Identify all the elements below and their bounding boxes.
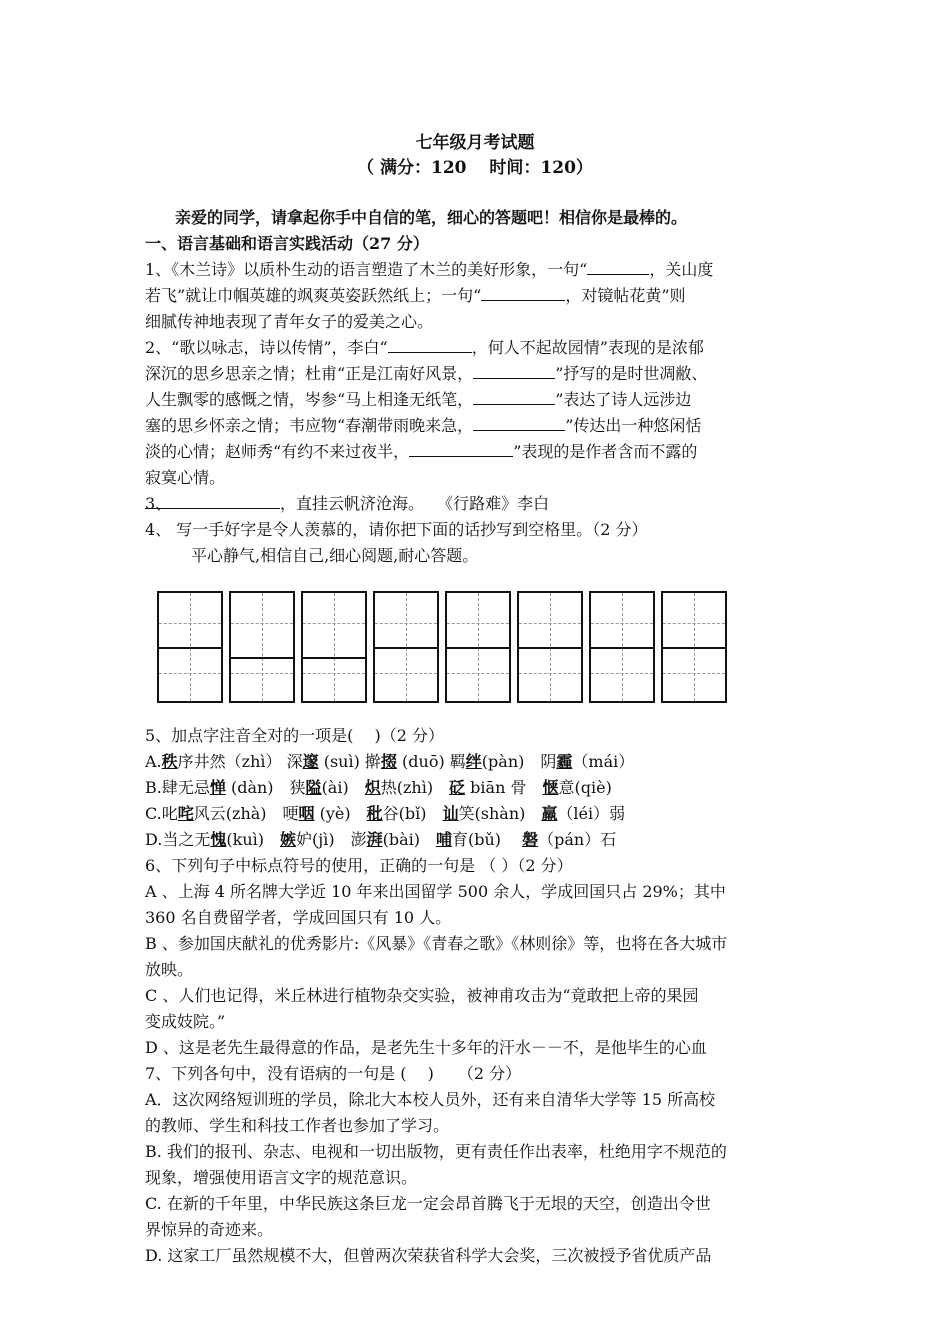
question-6-stem: 6、下列句子中标点符号的使用，正确的一句是 （ ）（2 分） <box>145 856 573 875</box>
dotted-char: 炽 <box>364 778 381 797</box>
question-3-line <box>145 491 810 517</box>
text: 若飞”就让巾帼英雄的飒爽英姿跃然纸上；一句“ <box>145 286 482 305</box>
text: （léi）弱 <box>557 804 626 823</box>
option-c: C. 在新的千年里，中华民族这条巨龙一定会昂首腾飞于无垠的天空，创造出令世 <box>145 1194 711 1213</box>
option-a-cont: 360 名自费留学者，学成回国只有 10 人。 <box>145 908 452 927</box>
text: D.当之无 <box>145 830 211 849</box>
score-time-info: （ 满分：120 时间：120） <box>357 158 593 178</box>
dotted-char: 羸 <box>541 804 558 823</box>
question-2-line <box>145 439 810 465</box>
text: 淡的心情；赵师秀“有约不来过夜半， <box>145 442 410 461</box>
writing-cell[interactable] <box>301 591 367 703</box>
writing-cell[interactable] <box>445 591 511 703</box>
option-b <box>145 775 810 801</box>
text: ，关山度 <box>649 260 714 279</box>
writing-cell[interactable] <box>589 591 655 703</box>
question-4-line: 4、 写一手好字是令人羡慕的，请你把下面的话抄写到空格里。（2 分） <box>145 520 648 539</box>
dotted-char: 湃 <box>366 830 383 849</box>
text: (dàn) 狭 <box>225 778 306 797</box>
dotted-char: 霾 <box>556 752 573 771</box>
text: （mái） <box>572 752 635 771</box>
question-1-line: 细腻传神地表现了青年女子的爱美之心。 <box>145 312 434 331</box>
dotted-char: 掇 <box>380 752 397 771</box>
dotted-char: 咽 <box>298 804 315 823</box>
text: ”表达了诗人远涉边 <box>555 390 692 409</box>
question-2-line <box>145 335 810 361</box>
text: ，直挂云帆济沧海。 《行路难》李白 <box>280 494 550 513</box>
option-d: D 、这是老先生最得意的作品，是老先生十多年的汗水－－不，是他毕生的心血 <box>145 1038 707 1057</box>
copy-sentence: 平心静气,相信自己,细心阅题,耐心答题。 <box>191 546 479 565</box>
dotted-char: 惬 <box>542 778 559 797</box>
answer-blank[interactable] <box>473 387 555 405</box>
text: 育(bǔ) <box>452 830 523 849</box>
option-a: A．这次网络短训班的学员，除北大本校人员外，还有来自清华大学等 15 所高校 <box>145 1090 716 1109</box>
dotted-char: 咤 <box>177 804 194 823</box>
question-7-stem: 7、下列各句中，没有语病的一句是 ( ) （2 分） <box>145 1064 522 1083</box>
text: (bài) <box>382 830 436 849</box>
text: 人生飘零的感慨之情，岑参“马上相逢无纸笔， <box>145 390 474 409</box>
text: C.叱 <box>145 804 178 823</box>
page-title: 七年级月考试题 <box>415 133 535 153</box>
text: （pán）石 <box>538 830 617 849</box>
option-d <box>145 827 810 853</box>
text: B.肆无忌 <box>145 778 210 797</box>
answer-blank[interactable] <box>388 335 472 353</box>
dotted-char: 愧 <box>210 830 227 849</box>
answer-blank[interactable] <box>409 439 513 457</box>
question-1-line <box>145 283 810 309</box>
question-number: 3、 <box>145 494 172 513</box>
option-b: B. 我们的报刊、杂志、电视和一切出版物，更有责任作出表率，杜绝用字不规范的 <box>145 1142 727 1161</box>
writing-cell[interactable] <box>157 591 223 703</box>
text: 序井然（zhì） 深 <box>177 752 303 771</box>
dotted-char: 邃 <box>302 752 319 771</box>
text: (duō) 羁 <box>396 752 466 771</box>
option-b-cont: 放映。 <box>145 960 194 979</box>
dotted-char: 惮 <box>209 778 226 797</box>
writing-cell[interactable] <box>373 591 439 703</box>
text: 1、《木兰诗》以质朴生动的语言塑造了木兰的美好形象，一句“ <box>145 260 588 279</box>
text: 笑(shàn) <box>458 804 542 823</box>
text: ，何人不起故园情”表现的是浓郁 <box>471 338 704 357</box>
dotted-char: 秩 <box>161 752 178 771</box>
question-2-line <box>145 387 810 413</box>
dotted-char: 嫉 <box>279 830 296 849</box>
option-a: A 、上海 4 所名牌大学近 10 年来出国留学 500 余人，学成回国只占 29%；其中 <box>145 882 726 901</box>
answer-blank[interactable] <box>473 413 565 431</box>
text: ”传达出一种悠闲恬 <box>565 416 702 435</box>
text: biān 骨 <box>465 778 543 797</box>
text: 塞的思乡怀亲之情；韦应物“春潮带雨晚来急， <box>145 416 474 435</box>
option-b-cont: 现象，增强使用语言文字的规范意识。 <box>145 1168 418 1187</box>
greeting: 亲爱的同学，请拿起你手中自信的笔，细心的答题吧！相信你是最棒的。 <box>175 208 688 227</box>
question-1-line <box>145 257 810 283</box>
option-c-cont: 界惊异的奇迹来。 <box>145 1220 274 1239</box>
text: 意(qiè) <box>558 778 612 797</box>
exam-content <box>145 205 810 1269</box>
text: ”抒写的是时世凋敝、 <box>555 364 708 383</box>
option-c: C 、人们也记得，米丘林进行植物杂交实验，被神甫攻击为“竟敢把上帝的果园 <box>145 986 699 1005</box>
dotted-char: 隘 <box>305 778 322 797</box>
writing-grid <box>145 573 810 723</box>
option-c-cont: 变成妓院。” <box>145 1012 226 1031</box>
question-2-line: 寂寞心情。 <box>145 468 226 487</box>
question-5-stem: 5、加点字注音全对的一项是( )（2 分） <box>145 726 445 745</box>
option-c <box>145 801 810 827</box>
dotted-char: 秕 <box>366 804 383 823</box>
writing-cell[interactable] <box>661 591 727 703</box>
text: (ài) <box>321 778 365 797</box>
text: (yè) <box>314 804 367 823</box>
option-d: D. 这家工厂虽然规模不大，但曾两次荣获省科学大会奖，三次被授予省优质产品 <box>145 1246 712 1265</box>
text: 深沉的思乡思亲之情；杜甫“正是江南好风景， <box>145 364 474 383</box>
text: 妒(jì) 澎 <box>296 830 367 849</box>
writing-cell[interactable] <box>517 591 583 703</box>
text: 热(zhì) <box>380 778 450 797</box>
writing-cell[interactable] <box>229 591 295 703</box>
question-2-line <box>145 413 810 439</box>
dotted-char: 绊 <box>465 752 482 771</box>
option-b: B 、参加国庆献礼的优秀影片:《风暴》《青春之歌》《林则徐》等，也将在各大城市 <box>145 934 728 953</box>
text: 谷(bǐ) <box>382 804 443 823</box>
section-heading: 一、语言基础和语言实践活动（27 分） <box>145 234 429 253</box>
text: ”表现的是作者含而不露的 <box>513 442 698 461</box>
answer-blank[interactable] <box>473 361 555 379</box>
dotted-char: 讪 <box>442 804 459 823</box>
question-2-line <box>145 361 810 387</box>
option-a <box>145 749 810 775</box>
text: 风云(zhà) 哽 <box>193 804 299 823</box>
text: (pàn) 阴 <box>481 752 557 771</box>
text: ，对镜帖花黄”则 <box>565 286 686 305</box>
text: 2、“歌以咏志，诗以传情”，李白“ <box>145 338 388 357</box>
answer-blank[interactable] <box>587 257 649 275</box>
text: (kuì) <box>226 830 280 849</box>
dotted-char: 磐 <box>522 830 539 849</box>
text: A. <box>145 752 162 771</box>
text: (suì) 擀 <box>318 752 381 771</box>
answer-blank[interactable] <box>145 491 280 513</box>
option-a-cont: 的教师、学生和科技工作者也参加了学习。 <box>145 1116 450 1135</box>
dotted-char: 砭 <box>449 778 466 797</box>
dotted-char: 哺 <box>435 830 452 849</box>
answer-blank[interactable] <box>481 283 565 301</box>
